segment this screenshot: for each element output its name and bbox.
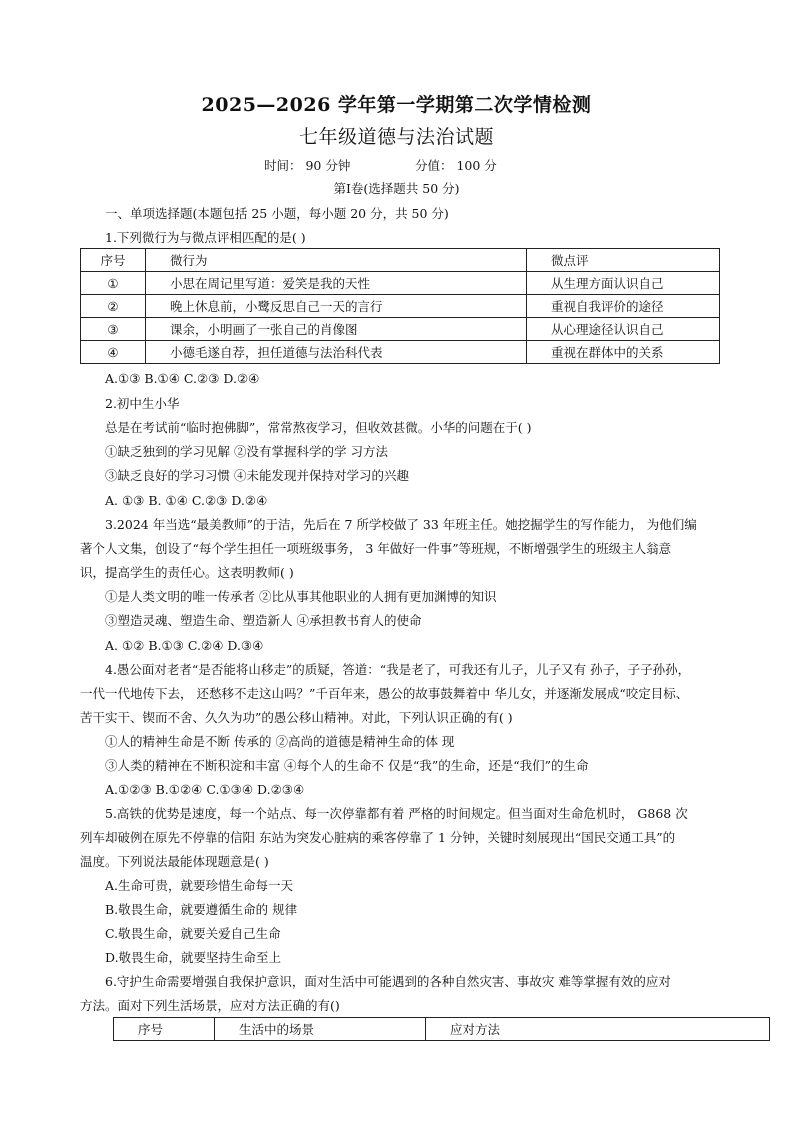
part-heading: 第Ⅰ卷(选择题共 50 分) <box>333 181 460 196</box>
question-1-options: A.①③ B.①④ C.②③ D.②④ <box>105 371 260 386</box>
table-cell: 从心理途径认识自己 <box>527 318 720 341</box>
table-cell: 重视在群体中的关系 <box>527 341 720 364</box>
table-header-cell: 序号 <box>81 249 146 272</box>
exam-title: 2025—2026 学年第一学期第二次学情检测 <box>201 94 592 116</box>
table-header-cell: 应对方法 <box>426 1018 770 1041</box>
question-5-option-d: D.敬畏生命，就要坚持生命至上 <box>105 950 282 965</box>
table-cell: 重视自我评价的途径 <box>527 295 720 318</box>
question-3-line: 3.2024 年当选“最美教师”的于洁，先后在 7 所学校做了 33 年班主任。她挖掘学生的写作能力， 为他们编 <box>105 517 697 532</box>
question-4-line: 一代一代地传下去， 还愁移不走这山吗？”千百年来，愚公的故事鼓舞着中 华儿女，并逐渐发展成“咬定目标、 <box>80 686 689 701</box>
table-cell: ② <box>81 295 146 318</box>
table-cell: 晚上休息前，小鹭反思自己一天的言行 <box>146 295 527 318</box>
question-6-table <box>113 1017 770 1041</box>
table-cell: 小思在周记里写道：爱笑是我的天性 <box>146 272 527 295</box>
table-cell: 课余，小明画了一张自己的肖像图 <box>146 318 527 341</box>
question-2-options: A. ①③ B. ①④ C.②③ D.②④ <box>105 493 268 508</box>
question-6-line: 6.守护生命需要增强自我保护意识，面对生活中可能遇到的各种自然灾害、事故灾 难等掌握有效的应对 <box>105 974 671 989</box>
exam-score: 分值： 100 分 <box>415 158 497 173</box>
table-header-cell: 序号 <box>114 1018 215 1041</box>
table-cell: ① <box>81 272 146 295</box>
table-row <box>81 318 720 341</box>
question-3-line: 识，提高学生的责任心。这表明教师( ) <box>80 565 294 580</box>
question-2-line: ①缺乏独到的学习见解 ②没有掌握科学的学 习方法 <box>105 444 388 459</box>
table-cell: 小德毛遂自荐，担任道德与法治科代表 <box>146 341 527 364</box>
question-3-line: ①是人类文明的唯一传承者 ②比从事其他职业的人拥有更加渊博的知识 <box>105 589 497 604</box>
table-header-row <box>81 249 720 272</box>
question-3-line: 著个人文集，创设了“每个学生担任一项班级事务， 3 年做好一件事”等班规，不断增强学生的班级主人翁意 <box>80 541 672 556</box>
exam-subtitle: 七年级道德与法治试题 <box>298 126 494 148</box>
question-2-line: 2.初中生小华 <box>105 396 180 411</box>
section-heading: 一、单项选择题(本题包括 25 小题，每小题 20 分，共 50 分) <box>105 206 449 221</box>
question-3-line: ③塑造灵魂、塑造生命、塑造新人 ④承担教书育人的使命 <box>105 613 422 628</box>
question-6-line: 方法。面对下列生活场景，应对方法正确的有() <box>80 998 340 1013</box>
question-4-line: ①人的精神生命是不断 传承的 ②高尚的道德是精神生命的体 现 <box>105 734 455 749</box>
table-header-cell: 微点评 <box>527 249 720 272</box>
question-4-line: 苦干实干、锲而不舍、久久为功”的愚公移山精神。对此，下列认识正确的有( ) <box>80 710 513 725</box>
table-row <box>81 272 720 295</box>
table-header-cell: 生活中的场景 <box>215 1018 426 1041</box>
question-4-options: A.①②③ B.①②④ C.①③④ D.②③④ <box>105 782 305 797</box>
question-5-line: 列车却破例在原先不停靠的信阳 东站为突发心脏病的乘客停靠了 1 分钟，关键时刻展现出“国民交通工具”的 <box>80 830 676 845</box>
question-5-option-b: B.敬畏生命，就要遵循生命的 规律 <box>105 902 298 917</box>
table-cell: ③ <box>81 318 146 341</box>
table-cell: 从生理方面认识自己 <box>527 272 720 295</box>
question-1-table <box>80 248 720 364</box>
table-cell: ④ <box>81 341 146 364</box>
table-header-row <box>114 1018 770 1041</box>
question-5-line: 温度。下列说法最能体现题意是( ) <box>80 854 269 869</box>
question-4-line: 4.愚公面对老者“是否能将山移走”的质疑，答道：“我是老了，可我还有儿子，儿子又有 孙子，子子孙孙， <box>105 662 691 677</box>
question-5-option-c: C.敬畏生命，就要关爱自己生命 <box>105 926 281 941</box>
question-4-line: ③人类的精神在不断积淀和丰富 ④每个人的生命不 仅是“我”的生命，还是“我们”的生命 <box>105 758 589 773</box>
question-5-option-a: A.生命可贵，就要珍惜生命每一天 <box>105 878 294 893</box>
question-1-stem: 1.下列微行为与微点评相匹配的是( ) <box>105 230 306 245</box>
question-3-options: A. ①② B.①③ C.②④ D.③④ <box>105 638 264 653</box>
question-2-line: 总是在考试前“临时抱佛脚”，常常熬夜学习，但收效甚微。小华的问题在于( ) <box>105 420 532 435</box>
table-row <box>81 341 720 364</box>
question-2-line: ③缺乏良好的学习习惯 ④未能发现并保持对学习的兴趣 <box>105 468 409 483</box>
table-row <box>81 295 720 318</box>
exam-time: 时间： 90 分钟 <box>264 158 351 173</box>
question-5-line: 5.高铁的优势是速度，每一个站点、每一次停靠都有着 严格的时间规定。但当面对生命危机时， G868 次 <box>105 806 688 821</box>
table-header-cell: 微行为 <box>146 249 527 272</box>
